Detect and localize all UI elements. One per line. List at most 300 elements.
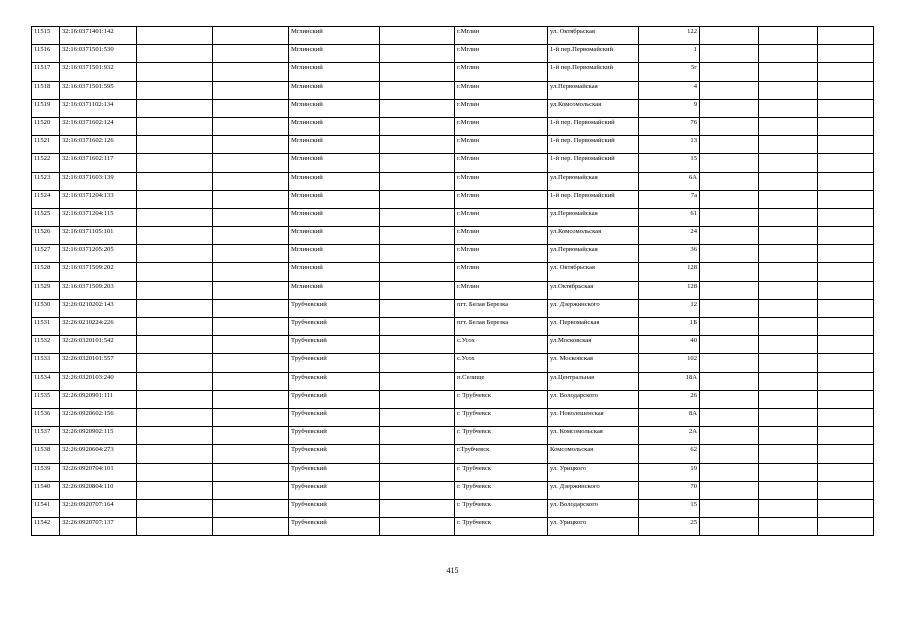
col-6-cell	[380, 390, 455, 408]
cadastral-number-cell: 32:26:0210224:226	[60, 318, 137, 336]
cadastral-number-cell: 32:26:0920901:111	[60, 390, 137, 408]
district-cell: Мглинский	[289, 227, 380, 245]
col-10-cell	[700, 245, 759, 263]
col-3-cell	[137, 154, 213, 172]
table-row	[32, 81, 874, 99]
district-cell: Трубчевский	[289, 336, 380, 354]
col-6-cell	[380, 27, 455, 45]
col-11-cell	[759, 208, 818, 226]
col-10-cell	[700, 45, 759, 63]
col-11-cell	[759, 245, 818, 263]
cadastral-number-cell: 32:16:0371602:124	[60, 117, 137, 135]
col-4-cell	[213, 245, 289, 263]
street-cell: ул. Октябрьская	[548, 263, 639, 281]
cadastral-number-cell: 32:26:0920602:156	[60, 408, 137, 426]
col-11-cell	[759, 518, 818, 536]
col-12-cell	[818, 227, 874, 245]
district-cell: Трубчевский	[289, 299, 380, 317]
locality-cell: г. Трубчевск	[455, 481, 548, 499]
col-11-cell	[759, 354, 818, 372]
street-cell: ул. Первомайская	[548, 318, 639, 336]
locality-cell: пгт. Белая Березка	[455, 318, 548, 336]
col-10-cell	[700, 117, 759, 135]
cadastral-number-cell: 32:16:0371205:205	[60, 245, 137, 263]
street-cell: ул.Московская	[548, 336, 639, 354]
cadastral-number-cell: 32:26:0920902:115	[60, 427, 137, 445]
locality-cell: г.Мглин	[455, 154, 548, 172]
col-3-cell	[137, 190, 213, 208]
district-cell: Мглинский	[289, 99, 380, 117]
table-row	[32, 481, 874, 499]
table-row	[32, 227, 874, 245]
cadastral-number-cell: 32:16:0371501:595	[60, 81, 137, 99]
col-3-cell	[137, 336, 213, 354]
table-row	[32, 408, 874, 426]
col-12-cell	[818, 263, 874, 281]
street-cell: ул.Первомайская	[548, 208, 639, 226]
street-cell: 1-й пер.Первомайский	[548, 45, 639, 63]
house-number-cell: 2А	[639, 427, 700, 445]
house-number-cell: 76	[639, 117, 700, 135]
row-number-cell: 11526	[32, 227, 60, 245]
col-4-cell	[213, 208, 289, 226]
table-row	[32, 427, 874, 445]
locality-cell: п.Селище	[455, 372, 548, 390]
col-12-cell	[818, 281, 874, 299]
locality-cell: г.Мглин	[455, 190, 548, 208]
street-cell: ул. Урицкого	[548, 463, 639, 481]
col-10-cell	[700, 299, 759, 317]
cadastral-number-cell: 32:16:0371509:202	[60, 263, 137, 281]
col-10-cell	[700, 63, 759, 81]
col-12-cell	[818, 499, 874, 517]
col-4-cell	[213, 390, 289, 408]
table-body	[32, 27, 874, 536]
col-4-cell	[213, 354, 289, 372]
col-10-cell	[700, 463, 759, 481]
col-4-cell	[213, 372, 289, 390]
col-12-cell	[818, 27, 874, 45]
col-10-cell	[700, 281, 759, 299]
house-number-cell: 128	[639, 263, 700, 281]
street-cell: ул.Первомайская	[548, 172, 639, 190]
table-row	[32, 136, 874, 154]
col-4-cell	[213, 499, 289, 517]
col-10-cell	[700, 354, 759, 372]
locality-cell: г.Мглин	[455, 227, 548, 245]
house-number-cell: 1	[639, 45, 700, 63]
col-3-cell	[137, 372, 213, 390]
col-6-cell	[380, 408, 455, 426]
registry-table	[31, 26, 874, 536]
col-11-cell	[759, 190, 818, 208]
col-10-cell	[700, 263, 759, 281]
col-11-cell	[759, 445, 818, 463]
col-4-cell	[213, 190, 289, 208]
col-10-cell	[700, 172, 759, 190]
col-11-cell	[759, 408, 818, 426]
table-row	[32, 299, 874, 317]
col-4-cell	[213, 299, 289, 317]
district-cell: Мглинский	[289, 190, 380, 208]
col-12-cell	[818, 318, 874, 336]
col-3-cell	[137, 245, 213, 263]
district-cell: Трубчевский	[289, 518, 380, 536]
house-number-cell: 12	[639, 299, 700, 317]
col-10-cell	[700, 136, 759, 154]
locality-cell: г. Трубчевск	[455, 390, 548, 408]
col-4-cell	[213, 318, 289, 336]
house-number-cell: 15	[639, 499, 700, 517]
street-cell: ул. Московская	[548, 354, 639, 372]
col-11-cell	[759, 99, 818, 117]
district-cell: Мглинский	[289, 208, 380, 226]
col-6-cell	[380, 227, 455, 245]
locality-cell: г. Трубчевск	[455, 427, 548, 445]
row-number-cell: 11531	[32, 318, 60, 336]
col-12-cell	[818, 299, 874, 317]
street-cell: ул. Новолешенская	[548, 408, 639, 426]
locality-cell: г.Мглин	[455, 245, 548, 263]
col-4-cell	[213, 154, 289, 172]
col-10-cell	[700, 445, 759, 463]
col-3-cell	[137, 445, 213, 463]
col-3-cell	[137, 208, 213, 226]
col-4-cell	[213, 81, 289, 99]
col-10-cell	[700, 208, 759, 226]
col-10-cell	[700, 336, 759, 354]
district-cell: Мглинский	[289, 81, 380, 99]
district-cell: Трубчевский	[289, 427, 380, 445]
locality-cell: г.Мглин	[455, 45, 548, 63]
col-11-cell	[759, 154, 818, 172]
district-cell: Мглинский	[289, 136, 380, 154]
street-cell: 1-й пер.Первомайский	[548, 63, 639, 81]
house-number-cell: 15	[639, 154, 700, 172]
table-row	[32, 318, 874, 336]
col-4-cell	[213, 136, 289, 154]
col-11-cell	[759, 372, 818, 390]
row-number-cell: 11522	[32, 154, 60, 172]
col-4-cell	[213, 172, 289, 190]
col-12-cell	[818, 117, 874, 135]
table-row	[32, 336, 874, 354]
locality-cell: г. Трубчевск	[455, 499, 548, 517]
street-cell: ул.Комсомольская	[548, 99, 639, 117]
table-row	[32, 172, 874, 190]
row-number-cell: 11535	[32, 390, 60, 408]
col-10-cell	[700, 154, 759, 172]
row-number-cell: 11542	[32, 518, 60, 536]
street-cell: ул. Октябрьская	[548, 27, 639, 45]
col-4-cell	[213, 408, 289, 426]
house-number-cell: 8А	[639, 408, 700, 426]
col-4-cell	[213, 63, 289, 81]
house-number-cell: 62	[639, 445, 700, 463]
table-row	[32, 190, 874, 208]
district-cell: Трубчевский	[289, 408, 380, 426]
row-number-cell: 11516	[32, 45, 60, 63]
district-cell: Мглинский	[289, 154, 380, 172]
table-row	[32, 63, 874, 81]
col-10-cell	[700, 499, 759, 517]
col-4-cell	[213, 518, 289, 536]
col-11-cell	[759, 390, 818, 408]
house-number-cell: 24	[639, 227, 700, 245]
table-row	[32, 390, 874, 408]
col-6-cell	[380, 99, 455, 117]
col-4-cell	[213, 336, 289, 354]
district-cell: Трубчевский	[289, 318, 380, 336]
district-cell: Мглинский	[289, 117, 380, 135]
col-6-cell	[380, 336, 455, 354]
col-10-cell	[700, 372, 759, 390]
house-number-cell: 13	[639, 136, 700, 154]
row-number-cell: 11523	[32, 172, 60, 190]
row-number-cell: 11540	[32, 481, 60, 499]
col-3-cell	[137, 299, 213, 317]
col-11-cell	[759, 136, 818, 154]
col-11-cell	[759, 117, 818, 135]
col-11-cell	[759, 263, 818, 281]
col-11-cell	[759, 27, 818, 45]
col-10-cell	[700, 227, 759, 245]
row-number-cell: 11518	[32, 81, 60, 99]
col-12-cell	[818, 136, 874, 154]
col-12-cell	[818, 154, 874, 172]
row-number-cell: 11525	[32, 208, 60, 226]
cadastral-number-cell: 32:16:0371501:932	[60, 63, 137, 81]
locality-cell: г. Трубчевск	[455, 408, 548, 426]
locality-cell: г.Мглин	[455, 63, 548, 81]
col-4-cell	[213, 463, 289, 481]
street-cell: ул.Комсомольская	[548, 227, 639, 245]
col-11-cell	[759, 227, 818, 245]
row-number-cell: 11537	[32, 427, 60, 445]
row-number-cell: 11536	[32, 408, 60, 426]
col-6-cell	[380, 318, 455, 336]
street-cell: ул. Дзержинского	[548, 481, 639, 499]
house-number-cell: 102	[639, 354, 700, 372]
col-6-cell	[380, 63, 455, 81]
col-11-cell	[759, 499, 818, 517]
col-12-cell	[818, 481, 874, 499]
row-number-cell: 11530	[32, 299, 60, 317]
district-cell: Мглинский	[289, 245, 380, 263]
cadastral-number-cell: 32:26:0920604:273	[60, 445, 137, 463]
row-number-cell: 11538	[32, 445, 60, 463]
house-number-cell: 6А	[639, 172, 700, 190]
col-6-cell	[380, 427, 455, 445]
cadastral-number-cell: 32:26:0920704:101	[60, 463, 137, 481]
col-3-cell	[137, 354, 213, 372]
house-number-cell: 19	[639, 463, 700, 481]
col-3-cell	[137, 390, 213, 408]
col-12-cell	[818, 81, 874, 99]
col-11-cell	[759, 299, 818, 317]
col-11-cell	[759, 281, 818, 299]
col-11-cell	[759, 336, 818, 354]
street-cell: ул. Комсомольская	[548, 427, 639, 445]
cadastral-number-cell: 32:16:0371105:101	[60, 227, 137, 245]
street-cell: Комсомольская	[548, 445, 639, 463]
col-11-cell	[759, 172, 818, 190]
col-12-cell	[818, 518, 874, 536]
locality-cell: с.Усох	[455, 336, 548, 354]
col-10-cell	[700, 81, 759, 99]
table-row	[32, 281, 874, 299]
col-3-cell	[137, 281, 213, 299]
col-11-cell	[759, 45, 818, 63]
col-4-cell	[213, 263, 289, 281]
col-3-cell	[137, 408, 213, 426]
locality-cell: г.Мглин	[455, 263, 548, 281]
col-6-cell	[380, 245, 455, 263]
district-cell: Трубчевский	[289, 463, 380, 481]
col-12-cell	[818, 99, 874, 117]
col-12-cell	[818, 372, 874, 390]
district-cell: Мглинский	[289, 27, 380, 45]
col-6-cell	[380, 45, 455, 63]
table-row	[32, 154, 874, 172]
col-3-cell	[137, 136, 213, 154]
table-row	[32, 27, 874, 45]
house-number-cell: 18А	[639, 372, 700, 390]
col-10-cell	[700, 427, 759, 445]
table-row	[32, 499, 874, 517]
col-11-cell	[759, 63, 818, 81]
col-6-cell	[380, 299, 455, 317]
cadastral-number-cell: 32:16:0371102:134	[60, 99, 137, 117]
table-row	[32, 245, 874, 263]
col-4-cell	[213, 227, 289, 245]
table-row	[32, 518, 874, 536]
col-6-cell	[380, 81, 455, 99]
col-3-cell	[137, 81, 213, 99]
col-12-cell	[818, 427, 874, 445]
cadastral-number-cell: 32:16:0371603:139	[60, 172, 137, 190]
col-6-cell	[380, 136, 455, 154]
col-6-cell	[380, 117, 455, 135]
col-3-cell	[137, 318, 213, 336]
col-3-cell	[137, 45, 213, 63]
row-number-cell: 11515	[32, 27, 60, 45]
house-number-cell: 61	[639, 208, 700, 226]
cadastral-number-cell: 32:26:0920804:110	[60, 481, 137, 499]
district-cell: Трубчевский	[289, 372, 380, 390]
district-cell: Трубчевский	[289, 499, 380, 517]
cadastral-number-cell: 32:16:0371509:203	[60, 281, 137, 299]
col-4-cell	[213, 117, 289, 135]
row-number-cell: 11539	[32, 463, 60, 481]
table-row	[32, 463, 874, 481]
cadastral-number-cell: 32:16:0371501:530	[60, 45, 137, 63]
col-6-cell	[380, 445, 455, 463]
col-12-cell	[818, 190, 874, 208]
street-cell: 1-й пер. Первомайский	[548, 154, 639, 172]
col-10-cell	[700, 481, 759, 499]
locality-cell: г.Мглин	[455, 99, 548, 117]
house-number-cell: 7а	[639, 190, 700, 208]
locality-cell: с.Усох	[455, 354, 548, 372]
row-number-cell: 11541	[32, 499, 60, 517]
col-4-cell	[213, 427, 289, 445]
locality-cell: г.Трубчевск	[455, 445, 548, 463]
street-cell: ул.Первомайская	[548, 81, 639, 99]
col-12-cell	[818, 390, 874, 408]
col-4-cell	[213, 27, 289, 45]
house-number-cell: 122	[639, 27, 700, 45]
col-12-cell	[818, 45, 874, 63]
col-6-cell	[380, 481, 455, 499]
cadastral-number-cell: 32:26:0320101:557	[60, 354, 137, 372]
district-cell: Трубчевский	[289, 445, 380, 463]
col-3-cell	[137, 499, 213, 517]
row-number-cell: 11533	[32, 354, 60, 372]
locality-cell: пгт. Белая Березка	[455, 299, 548, 317]
col-10-cell	[700, 190, 759, 208]
cadastral-number-cell: 32:16:0371204:133	[60, 190, 137, 208]
row-number-cell: 11529	[32, 281, 60, 299]
cadastral-number-cell: 32:16:0371401:142	[60, 27, 137, 45]
district-cell: Мглинский	[289, 281, 380, 299]
col-4-cell	[213, 481, 289, 499]
col-10-cell	[700, 408, 759, 426]
col-10-cell	[700, 27, 759, 45]
district-cell: Трубчевский	[289, 390, 380, 408]
col-3-cell	[137, 27, 213, 45]
street-cell: ул. Володарского	[548, 390, 639, 408]
col-11-cell	[759, 81, 818, 99]
table-row	[32, 445, 874, 463]
street-cell: ул. Урицкого	[548, 518, 639, 536]
col-4-cell	[213, 45, 289, 63]
street-cell: ул.Центральная	[548, 372, 639, 390]
col-6-cell	[380, 354, 455, 372]
locality-cell: г.Мглин	[455, 172, 548, 190]
house-number-cell: 5г	[639, 63, 700, 81]
house-number-cell: 36	[639, 245, 700, 263]
locality-cell: г.Мглин	[455, 136, 548, 154]
locality-cell: г.Мглин	[455, 117, 548, 135]
cadastral-number-cell: 32:16:0371602:117	[60, 154, 137, 172]
col-10-cell	[700, 99, 759, 117]
col-3-cell	[137, 227, 213, 245]
col-12-cell	[818, 336, 874, 354]
col-12-cell	[818, 63, 874, 81]
locality-cell: г. Трубчевск	[455, 518, 548, 536]
street-cell: 1-й пер. Первомайский	[548, 136, 639, 154]
street-cell: 1-й пер. Первомайский	[548, 117, 639, 135]
house-number-cell: 25	[639, 518, 700, 536]
cadastral-number-cell: 32:16:0371204:115	[60, 208, 137, 226]
col-4-cell	[213, 99, 289, 117]
col-11-cell	[759, 481, 818, 499]
col-6-cell	[380, 190, 455, 208]
row-number-cell: 11528	[32, 263, 60, 281]
district-cell: Мглинский	[289, 172, 380, 190]
table-row	[32, 117, 874, 135]
col-12-cell	[818, 354, 874, 372]
street-cell: ул.Октябрьская	[548, 281, 639, 299]
house-number-cell: 9	[639, 99, 700, 117]
locality-cell: г.Мглин	[455, 27, 548, 45]
street-cell: ул.Первомайская	[548, 245, 639, 263]
col-12-cell	[818, 445, 874, 463]
col-12-cell	[818, 245, 874, 263]
col-10-cell	[700, 390, 759, 408]
col-3-cell	[137, 99, 213, 117]
